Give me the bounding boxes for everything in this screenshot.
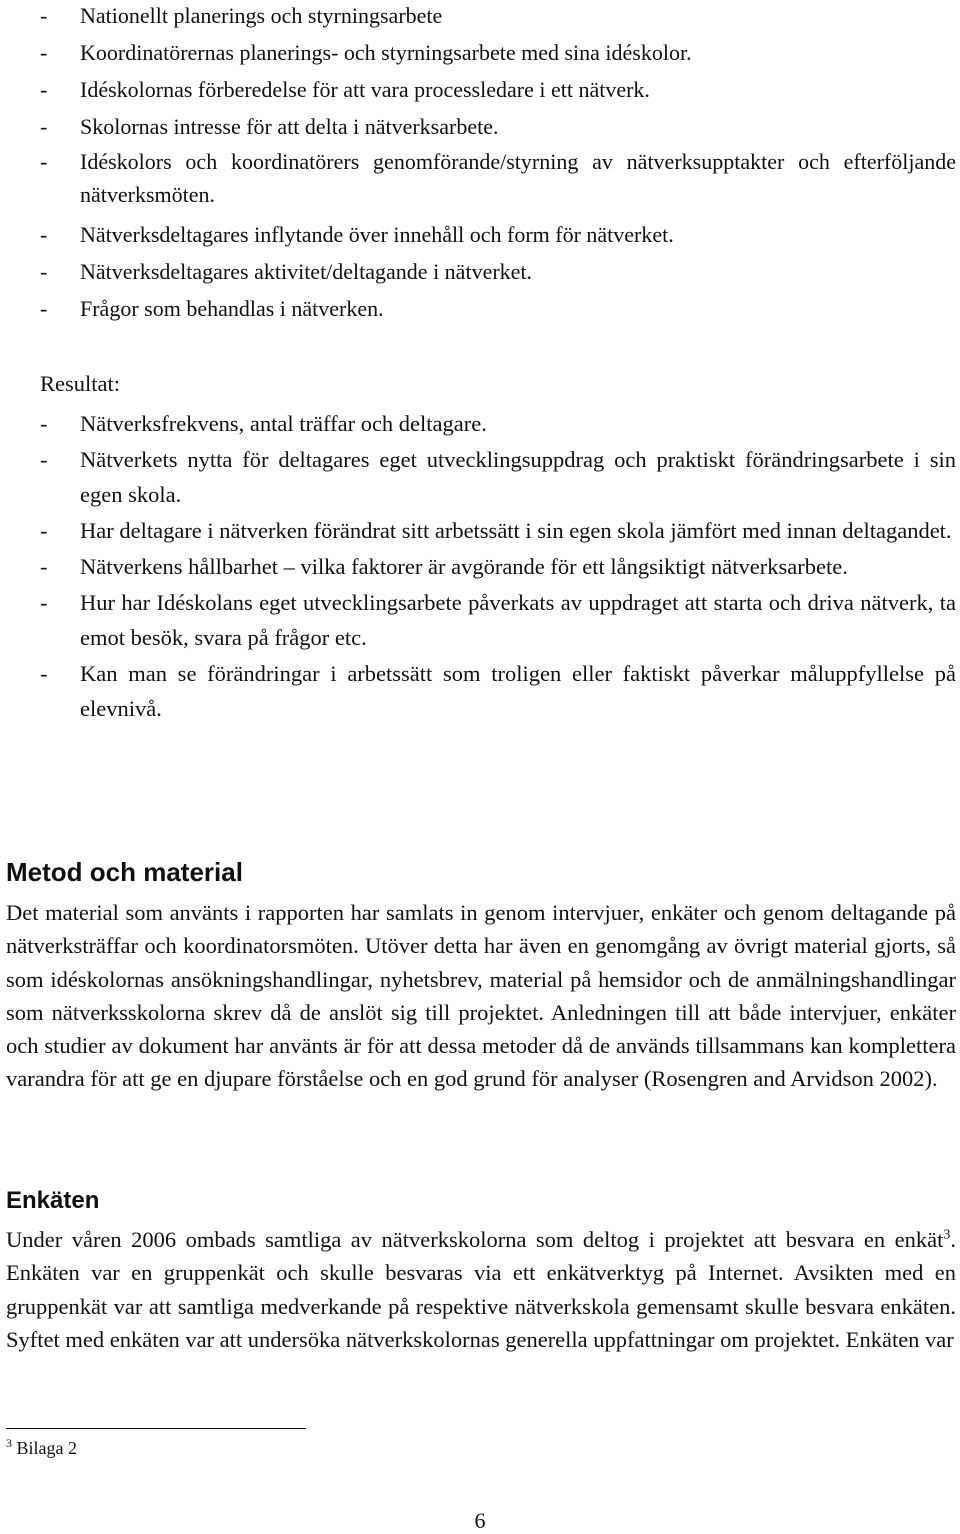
list-item (40, 253, 956, 290)
list-dash: - (40, 661, 48, 686)
list-dash: - (40, 40, 48, 65)
list-item-text: Hur har Idéskolans eget utvecklingsarbete påverkats av uppdraget att starta och driva nätverk, ta emot besök, svara på frågor etc. (80, 590, 956, 650)
list-dash: - (40, 447, 48, 472)
list-item-text: Koordinatörernas planerings- och styrningsarbete med sina idéskolor. (80, 40, 692, 65)
topic-list (40, 0, 956, 327)
paragraph-text: Under våren 2006 ombads samtliga av nätverkskolorna som deltog i projektet att besvara en enkät (6, 1227, 944, 1252)
list-item (40, 549, 956, 584)
list-item (40, 108, 956, 145)
list-item-text: Nätverksdeltagares aktivitet/deltagande i nätverket. (80, 259, 533, 284)
list-dash: - (40, 296, 48, 321)
list-item-text: Nätverksfrekvens, antal träffar och deltagare. (80, 411, 487, 436)
resultat-label: Resultat: (40, 371, 120, 396)
list-item-text: Idéskolornas förberedelse för att vara processledare i ett nätverk. (80, 77, 650, 102)
list-item (40, 34, 956, 71)
list-item (40, 406, 956, 441)
list-item-text: Nätverkets nytta för deltagares eget utvecklingsuppdrag och praktiskt förändringsarbete i sin egen skola. (80, 447, 956, 507)
footnote-text: Bilaga 2 (12, 1438, 77, 1458)
paragraph-text: . Enkäten var en gruppenkät och skulle besvaras via ett enkätverktyg på Internet. Avsikten med en gruppenkät var att samtliga medverkande på respektive nätverkskola gemensamt skulle besvara enkäten. Syftet med enkäten var att undersöka nätverkskolornas generella uppfattningar om projektet. Enkäten var (6, 1227, 956, 1352)
results-list (40, 406, 956, 727)
list-dash: - (40, 411, 48, 436)
section-heading-enkaten: Enkäten (6, 1187, 100, 1214)
list-item (40, 145, 956, 216)
list-dash: - (40, 222, 48, 247)
list-dash: - (40, 77, 48, 102)
list-item (40, 0, 956, 34)
list-item (40, 442, 956, 512)
list-item (40, 513, 956, 548)
list-item (40, 71, 956, 108)
list-item-text: Nätverksdeltagares inflytande över innehåll och form för nätverket. (80, 222, 674, 247)
list-item-text: Skolornas intresse för att delta i nätverksarbete. (80, 114, 499, 139)
list-item-text: Nationellt planerings och styrningsarbete (80, 3, 443, 28)
list-item-text: Nätverkens hållbarhet – vilka faktorer är avgörande för ett långsiktigt nätverksarbete. (80, 554, 848, 579)
section-heading-metod: Metod och material (6, 857, 243, 887)
paragraph-enkaten (6, 1223, 956, 1356)
footnote-divider (6, 1428, 306, 1429)
list-dash: - (40, 554, 48, 579)
list-item (40, 656, 956, 726)
list-item-text: Frågor som behandlas i nätverken. (80, 296, 384, 321)
list-item-text: Idéskolors och koordinatörers genomförande/styrning av nätverksupptakter och efterföljande nätverksmöten. (80, 149, 956, 207)
list-item (40, 290, 956, 327)
list-item-text: Kan man se förändringar i arbetssätt som troligen eller faktiskt påverkar måluppfyllelse på elevnivå. (80, 661, 956, 721)
list-dash: - (40, 590, 48, 615)
footnote-number: 3 (6, 1436, 12, 1450)
list-dash: - (40, 149, 48, 174)
list-item (40, 585, 956, 655)
list-dash: - (40, 518, 48, 543)
footnote (6, 1436, 77, 1460)
list-dash: - (40, 259, 48, 284)
page-number: 6 (474, 1508, 486, 1533)
list-item (40, 216, 956, 253)
list-item-text: Har deltagare i nätverken förändrat sitt arbetssätt i sin egen skola jämfört med innan deltagandet. (80, 518, 952, 543)
list-dash: - (40, 3, 48, 28)
list-dash: - (40, 114, 48, 139)
paragraph-metod: Det material som använts i rapporten har samlats in genom intervjuer, enkäter och genom deltagande på nätverksträffar och koordinatorsmöten. Utöver detta har även en genomgång av övrigt material gjorts, så som idéskolornas ansökningshandlingar, nyhetsbrev, material på hemsidor och de anmälningshandlingar som nätverksskolorna skrev då de anslöt sig till projektet. Anledningen till att både intervjuer, enkäter och studier av dokument har använts är för att dessa metoder då de används tillsammans kan komplettera varandra för att ge en djupare förståelse och en god grund för analyser (Rosengren and Arvidson 2002). (6, 900, 956, 1092)
footnote-reference[interactable]: 3 (943, 1227, 951, 1243)
